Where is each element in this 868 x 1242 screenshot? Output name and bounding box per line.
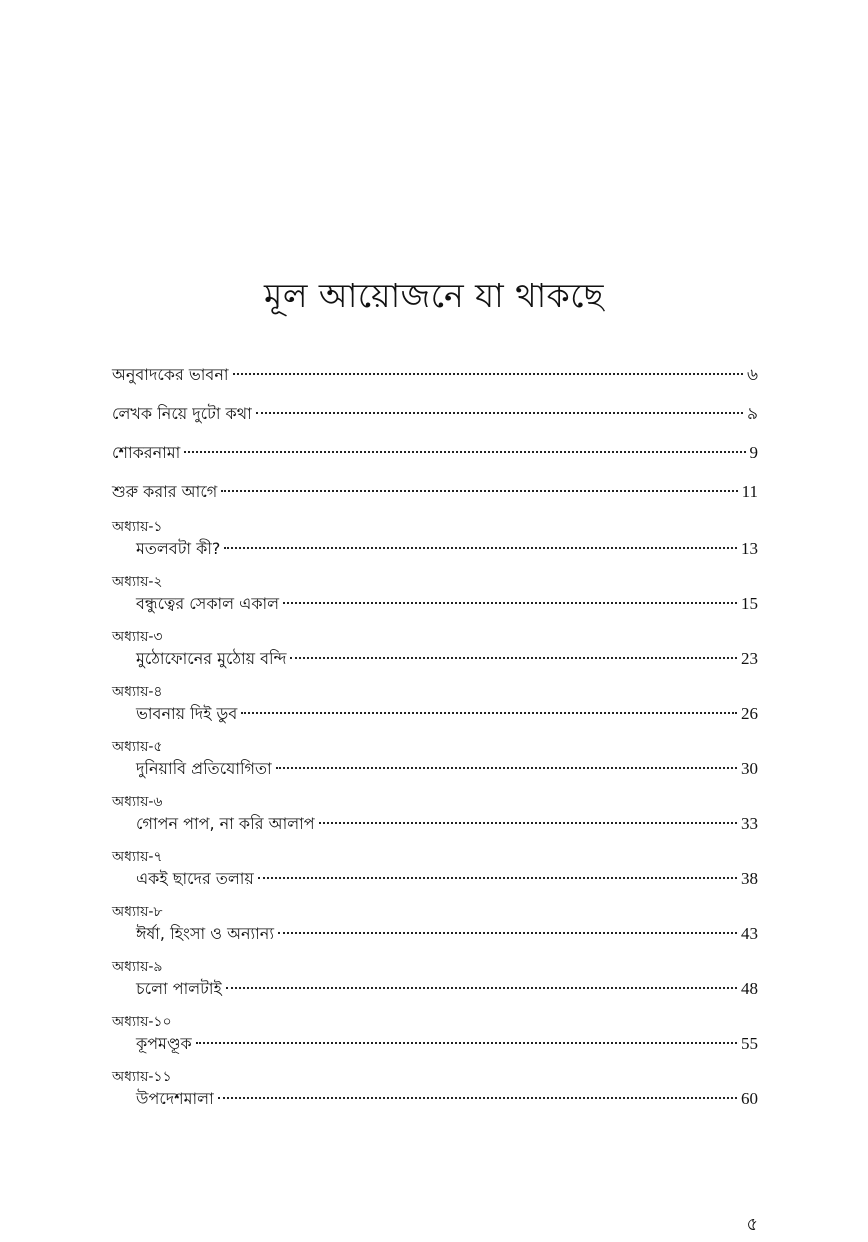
chapter-number: অধ্যায়-১ — [112, 519, 163, 535]
dot-leader — [241, 712, 737, 714]
chapter-number: অধ্যায়-৪ — [112, 684, 163, 700]
dot-leader — [196, 1042, 737, 1044]
toc-entry-label: ভাবনায় দিই ডুব — [136, 704, 238, 723]
toc-entry-label: উপদেশমালা — [136, 1089, 214, 1108]
dot-leader — [226, 987, 737, 989]
toc-entry-page: 11 — [741, 482, 758, 501]
toc-entry-label: বন্ধুত্বের সেকাল একাল — [136, 594, 280, 613]
toc-entry-before-starting[interactable] — [112, 479, 758, 509]
chapter-block-6 — [112, 793, 758, 838]
toc-entry-page: 13 — [741, 539, 758, 558]
toc-entry-translator-note[interactable] — [112, 362, 758, 392]
dot-leader — [256, 412, 743, 414]
chapter-block-2 — [112, 573, 758, 618]
dot-leader — [184, 451, 745, 453]
dot-leader — [278, 932, 737, 934]
toc-entry-acknowledgements[interactable] — [112, 440, 758, 470]
chapter-number: অধ্যায়-১১ — [112, 1069, 172, 1085]
toc-entry-chapter-4[interactable] — [136, 701, 758, 728]
toc-entry-label: চলো পালটাই — [136, 979, 222, 998]
chapter-block-8 — [112, 903, 758, 948]
toc-entry-page: 26 — [741, 704, 758, 723]
toc-entry-page: 43 — [741, 924, 758, 943]
chapter-number: অধ্যায়-১০ — [112, 1014, 172, 1030]
chapter-number: অধ্যায়-৯ — [112, 959, 163, 975]
dot-leader — [290, 657, 737, 659]
toc-entry-label: একই ছাদের তলায় — [136, 869, 254, 888]
chapter-number: অধ্যায়-৫ — [112, 739, 163, 755]
dot-leader — [221, 490, 737, 492]
page-number: ৫ — [746, 1214, 758, 1235]
chapter-block-9 — [112, 958, 758, 1003]
toc-entry-page: 23 — [741, 649, 758, 668]
toc-entry-page: ৬ — [746, 365, 758, 384]
dot-leader — [224, 547, 737, 549]
chapter-number: অধ্যায়-২ — [112, 574, 163, 590]
toc-entry-chapter-6[interactable] — [136, 811, 758, 838]
toc-entry-label: ঈর্ষা, হিংসা ও অন্যান্য — [136, 924, 274, 943]
toc-entry-label: কূপমণ্ডূক — [136, 1034, 192, 1053]
chapter-number: অধ্যায়-৮ — [112, 904, 163, 920]
dot-leader — [233, 373, 743, 375]
toc-entry-label: গোপন পাপ, না করি আলাপ — [136, 814, 315, 833]
toc-entry-chapter-3[interactable] — [136, 646, 758, 673]
table-of-contents — [112, 362, 758, 1123]
page-title: মূল আয়োজনে যা থাকছে — [264, 276, 604, 315]
toc-entry-chapter-11[interactable] — [136, 1086, 758, 1113]
toc-entry-chapter-5[interactable] — [136, 756, 758, 783]
chapter-block-7 — [112, 848, 758, 893]
chapter-number: অধ্যায়-৭ — [112, 849, 163, 865]
dot-leader — [276, 767, 737, 769]
chapter-number: অধ্যায়-৬ — [112, 794, 163, 810]
toc-entry-page: 48 — [741, 979, 758, 998]
toc-entry-about-author[interactable] — [112, 401, 758, 431]
toc-entry-chapter-1[interactable] — [136, 536, 758, 563]
toc-entry-label: মুঠোফোনের মুঠোয় বন্দি — [136, 649, 287, 668]
chapter-block-5 — [112, 738, 758, 783]
dot-leader — [319, 822, 737, 824]
chapter-block-4 — [112, 683, 758, 728]
dot-leader — [283, 602, 737, 604]
toc-entry-chapter-10[interactable] — [136, 1031, 758, 1058]
toc-entry-label: মতলবটা কী? — [136, 539, 221, 558]
toc-entry-label: শুরু করার আগে — [112, 482, 218, 501]
chapter-block-10 — [112, 1013, 758, 1058]
toc-entry-page: 30 — [741, 759, 758, 778]
toc-entry-label: অনুবাদকের ভাবনা — [112, 365, 229, 384]
toc-entry-label: লেখক নিয়ে দুটো কথা — [112, 404, 252, 423]
toc-entry-page: 33 — [741, 814, 758, 833]
toc-entry-label: শোকরনামা — [112, 443, 181, 462]
toc-entry-page: 55 — [741, 1034, 758, 1053]
toc-entry-label: দুনিয়াবি প্রতিযোগিতা — [136, 759, 272, 778]
chapter-block-11 — [112, 1068, 758, 1113]
dot-leader — [218, 1097, 737, 1099]
toc-entry-chapter-2[interactable] — [136, 591, 758, 618]
chapter-number: অধ্যায়-৩ — [112, 629, 163, 645]
toc-entry-page: ৯ — [746, 404, 758, 423]
toc-entry-page: 9 — [749, 443, 758, 462]
toc-entry-chapter-8[interactable] — [136, 921, 758, 948]
toc-entry-page: 15 — [741, 594, 758, 613]
toc-entry-chapter-9[interactable] — [136, 976, 758, 1003]
toc-entry-page: 38 — [741, 869, 758, 888]
chapter-block-1 — [112, 518, 758, 563]
dot-leader — [258, 877, 737, 879]
chapter-block-3 — [112, 628, 758, 673]
toc-entry-chapter-7[interactable] — [136, 866, 758, 893]
toc-entry-page: 60 — [741, 1089, 758, 1108]
